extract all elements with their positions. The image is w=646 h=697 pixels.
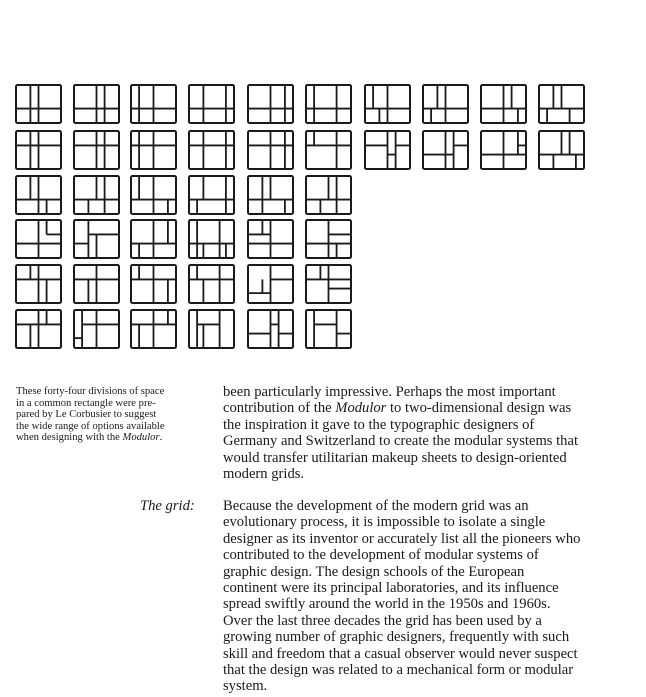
caption-text: when designing with the	[16, 432, 123, 444]
grid-division-box	[364, 84, 411, 124]
paragraph-line: skill and freedom that a casual observer would never suspect	[223, 645, 578, 662]
grid-division-box	[15, 309, 62, 349]
body-paragraph-1	[223, 384, 643, 482]
paragraph-line	[223, 400, 643, 416]
grid-division-box	[480, 84, 527, 124]
grid-division-box	[422, 84, 469, 124]
paragraph-line: the inspiration it gave to the typographic designers of	[223, 416, 535, 433]
grid-division-box	[538, 84, 585, 124]
caption-line: the wide range of options available	[16, 420, 165, 432]
paragraph-line: growing number of graphic designers, frequently with such	[223, 629, 570, 646]
paragraph-line: Germany and Switzerland to create the modular systems that	[223, 433, 579, 450]
grid-division-box	[188, 264, 235, 304]
grid-division-box	[305, 130, 352, 170]
grid-division-box	[364, 130, 411, 170]
grid-division-box	[247, 84, 294, 124]
caption-text: .	[159, 432, 163, 444]
paragraph-line: been particularly impressive. Perhaps the most important	[223, 384, 556, 400]
grid-division-box	[305, 309, 352, 349]
grid-division-box	[73, 130, 120, 170]
grid-division-box	[188, 309, 235, 349]
paragraph-line: would transfer utilitarian makeup sheets to design-oriented	[223, 449, 567, 466]
paragraph-line: evolutionary process, it is impossible to isolate a single	[223, 514, 546, 531]
paragraph-text: to two-dimensional design was	[386, 400, 572, 417]
paragraph-line: system.	[223, 678, 268, 695]
paragraph-line: Because the development of the modern grid was an	[223, 498, 529, 514]
grid-division-box	[15, 175, 62, 215]
grid-division-box	[305, 219, 352, 259]
section-side-heading: The grid:	[140, 498, 195, 514]
grid-division-box	[247, 175, 294, 215]
caption-line: in a common rectangle were pre-	[16, 397, 156, 409]
paragraph-line: contributed to the development of modular systems of	[223, 547, 539, 564]
paragraph-line: Over the last three decades the grid has been used by a	[223, 612, 542, 629]
grid-division-box	[188, 130, 235, 170]
caption-italic-term: Modulor	[122, 432, 160, 444]
grid-division-box	[73, 264, 120, 304]
paragraph-line: graphic design. The design schools of the European	[223, 563, 525, 580]
grid-division-box	[130, 130, 177, 170]
grid-division-box	[15, 219, 62, 259]
grid-division-box	[480, 130, 527, 170]
grid-division-box	[305, 84, 352, 124]
grid-division-box	[73, 175, 120, 215]
grid-division-box	[15, 264, 62, 304]
paragraph-line: spread swiftly around the world in the 1950s and 1960s.	[223, 596, 551, 613]
caption-line: These forty-four divisions of space	[16, 386, 165, 397]
grid-division-box	[15, 130, 62, 170]
grid-division-box	[422, 130, 469, 170]
grid-division-box	[247, 264, 294, 304]
paragraph-line: that the design was related to a mechanical form or modular	[223, 662, 574, 679]
caption-line	[16, 432, 206, 444]
paragraph-text: contribution of the	[223, 400, 336, 417]
grid-division-box	[247, 130, 294, 170]
grid-division-box	[188, 219, 235, 259]
paragraph-line: modern grids.	[223, 466, 305, 483]
grid-division-box	[73, 84, 120, 124]
grid-division-box	[130, 309, 177, 349]
grid-division-box	[130, 84, 177, 124]
paragraph-line: continent were its principal laboratories, and its influence	[223, 580, 559, 597]
grid-division-box	[305, 264, 352, 304]
grid-division-box	[538, 130, 585, 170]
grid-division-box	[130, 219, 177, 259]
figure-caption	[16, 386, 206, 444]
grid-division-box	[247, 309, 294, 349]
grid-division-box	[305, 175, 352, 215]
grid-division-box	[73, 219, 120, 259]
grid-division-box	[247, 219, 294, 259]
grid-division-box	[130, 175, 177, 215]
caption-line: pared by Le Corbusier to suggest	[16, 409, 157, 421]
grid-division-box	[73, 309, 120, 349]
grid-division-box	[130, 264, 177, 304]
paragraph-italic-term: Modulor	[335, 400, 387, 417]
grid-division-box	[188, 175, 235, 215]
paragraph-line: designer as its inventor or accurately list all the pioneers who	[223, 530, 581, 547]
grid-division-box	[188, 84, 235, 124]
grid-division-box	[15, 84, 62, 124]
body-paragraph-2	[223, 498, 643, 695]
